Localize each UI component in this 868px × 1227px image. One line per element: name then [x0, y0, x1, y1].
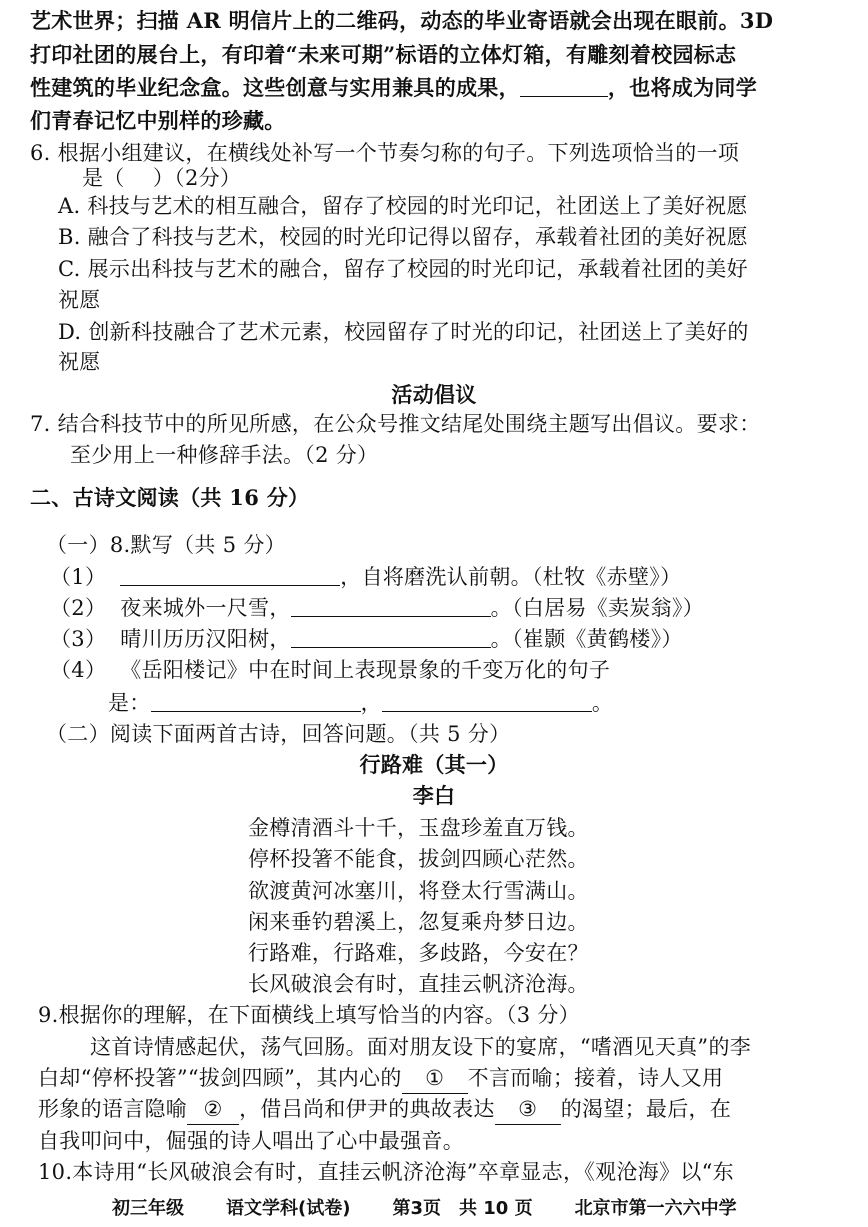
q7-line-2: 至少用上一种修辞手法。（2 分）	[70, 443, 379, 467]
fill-blank	[151, 689, 361, 712]
q6-option-a: A. 科技与艺术的相互融合，留存了校园的时光印记，社团送上了美好祝愿	[58, 194, 748, 218]
fill-blank	[120, 563, 340, 586]
q9-stem: 9.根据你的理解，在下面横线上填写恰当的内容。（3 分）	[38, 1003, 580, 1027]
q8-item-2-post: 。（白居易《卖炭翁》）	[490, 596, 704, 620]
q8-item-2-number: （2）	[50, 596, 107, 620]
q9-line-2-a: 白却“停杯投箸”“拔剑四顾”，其内心的	[38, 1066, 402, 1090]
part-2-heading: （二）阅读下面两首古诗，回答问题。（共 5 分）	[46, 722, 511, 746]
q8-item-4	[50, 655, 610, 685]
q8-item-4-pre: 是：	[108, 691, 151, 715]
q6-option-c-line-2: 祝愿	[58, 288, 101, 312]
q8-item-4-end: 。	[591, 691, 614, 715]
q8-item-3-number: （3）	[50, 627, 107, 651]
footer-total: 共 10 页	[458, 1198, 533, 1219]
q9-paragraph-line-2	[38, 1063, 723, 1094]
q8-item-4-number: （4）	[50, 658, 107, 682]
blank-marker-1: ①	[402, 1063, 468, 1094]
fill-blank	[520, 74, 608, 97]
intro-line-3-b: ，也将成为同学	[607, 75, 758, 100]
q9-paragraph-line-3	[38, 1094, 731, 1125]
q6-option-d-line-1: D. 创新科技融合了艺术元素，校园留存了时光的印记，社团送上了美好的	[58, 320, 749, 344]
q7-line-1: 7. 结合科技节中的所见所感，在公众号推文结尾处围绕主题写出倡议。要求：	[30, 412, 761, 436]
fill-blank	[291, 625, 491, 648]
section-2-title: 二、古诗文阅读（共 16 分）	[30, 485, 310, 510]
activity-title: 活动倡议	[391, 382, 477, 407]
q9-line-3-c: 的渴望；最后，在	[560, 1097, 732, 1121]
poem-line: 停杯投箸不能食，拔剑四顾心茫然。	[248, 847, 589, 871]
q6-option-d-line-2: 祝愿	[58, 350, 101, 374]
intro-line-3-a: 性建筑的毕业纪念盒。这些创意与实用兼具的成果，	[30, 75, 520, 100]
poem-title: 行路难（其一）	[359, 752, 509, 777]
q6-option-b: B. 融合了科技与艺术，校园的时光印记得以留存，承载着社团的美好祝愿	[58, 225, 748, 249]
q9-line-2-b: 不言而喻；接着，诗人又用	[467, 1066, 724, 1090]
q6-stem-line-1: 6. 根据小组建议，在横线处补写一个节奏匀称的句子。下列选项恰当的一项	[30, 141, 740, 165]
poem-author: 李白	[412, 783, 456, 808]
q10-line-1: 10.本诗用“长风破浪会有时，直挂云帆济沧海”卒章显志，《观沧海》以“东	[38, 1160, 734, 1184]
poem-line: 欲渡黄河冰塞川，将登太行雪满山。	[248, 879, 589, 903]
q6-option-c-line-1: C. 展示出科技与艺术的融合，留存了校园的时光印记，承载着社团的美好	[58, 257, 748, 281]
q8-item-3-pre: 晴川历历汉阳树，	[120, 627, 291, 651]
q9-paragraph-line-1: 这首诗情感起伏，荡气回肠。面对朋友设下的宴席，“嗜酒见天真”的李	[90, 1035, 752, 1059]
blank-marker-3: ③	[495, 1094, 561, 1125]
q8-item-1-text: ，自将磨洗认前朝。（杜牧《赤壁》）	[340, 565, 682, 589]
q8-item-4-text: 《岳阳楼记》中在时间上表现景象的千变万化的句子	[120, 658, 611, 682]
footer-page: 第3页	[392, 1198, 441, 1219]
q8-heading: （一）8.默写（共 5 分）	[46, 533, 286, 557]
q9-line-3-b: ，借吕尚和伊尹的典故表达	[239, 1097, 495, 1121]
fill-blank	[291, 594, 491, 617]
poem-line: 长风破浪会有时，直挂云帆济沧海。	[248, 972, 589, 996]
intro-line-1: 艺术世界；扫描 AR 明信片上的二维码，动态的毕业寄语就会出现在眼前。3D	[30, 8, 774, 33]
intro-line-3	[30, 73, 757, 103]
q6-stem-line-2: 是（ ）（2分）	[82, 166, 242, 190]
poem-line: 行路难，行路难，多歧路，今安在？	[248, 941, 589, 965]
intro-line-4: 们青春记忆中别样的珍藏。	[30, 108, 286, 133]
q9-line-3-a: 形象的语言隐喻	[38, 1097, 188, 1121]
q8-item-3	[50, 624, 683, 654]
q8-item-2	[50, 593, 704, 623]
poem-line: 金樽清酒斗十千，玉盘珍羞直万钱。	[248, 816, 589, 840]
q9-paragraph-line-4: 自我叩问中，倔强的诗人唱出了心中最强音。	[38, 1129, 464, 1153]
poem-line: 闲来垂钓碧溪上，忽复乘舟梦日边。	[248, 910, 589, 934]
q8-item-4-answer	[108, 688, 613, 718]
footer-subject: 语文学科(试卷)	[226, 1198, 351, 1219]
q8-item-2-pre: 夜来城外一尺雪，	[120, 596, 291, 620]
blank-marker-2: ②	[187, 1094, 239, 1125]
intro-line-2: 打印社团的展台上，有印着“未来可期”标语的立体灯箱，有雕刻着校园标志	[30, 42, 737, 67]
footer-school: 北京市第一六六中学	[574, 1198, 737, 1219]
q8-item-1	[50, 562, 681, 592]
q8-item-4-mid: ，	[360, 691, 382, 715]
q8-item-1-number: （1）	[50, 565, 107, 589]
fill-blank	[382, 689, 592, 712]
page-footer	[112, 1196, 779, 1222]
footer-grade: 初三年级	[112, 1198, 184, 1219]
q8-item-3-post: 。（崔颢《黄鹤楼》）	[490, 627, 683, 651]
